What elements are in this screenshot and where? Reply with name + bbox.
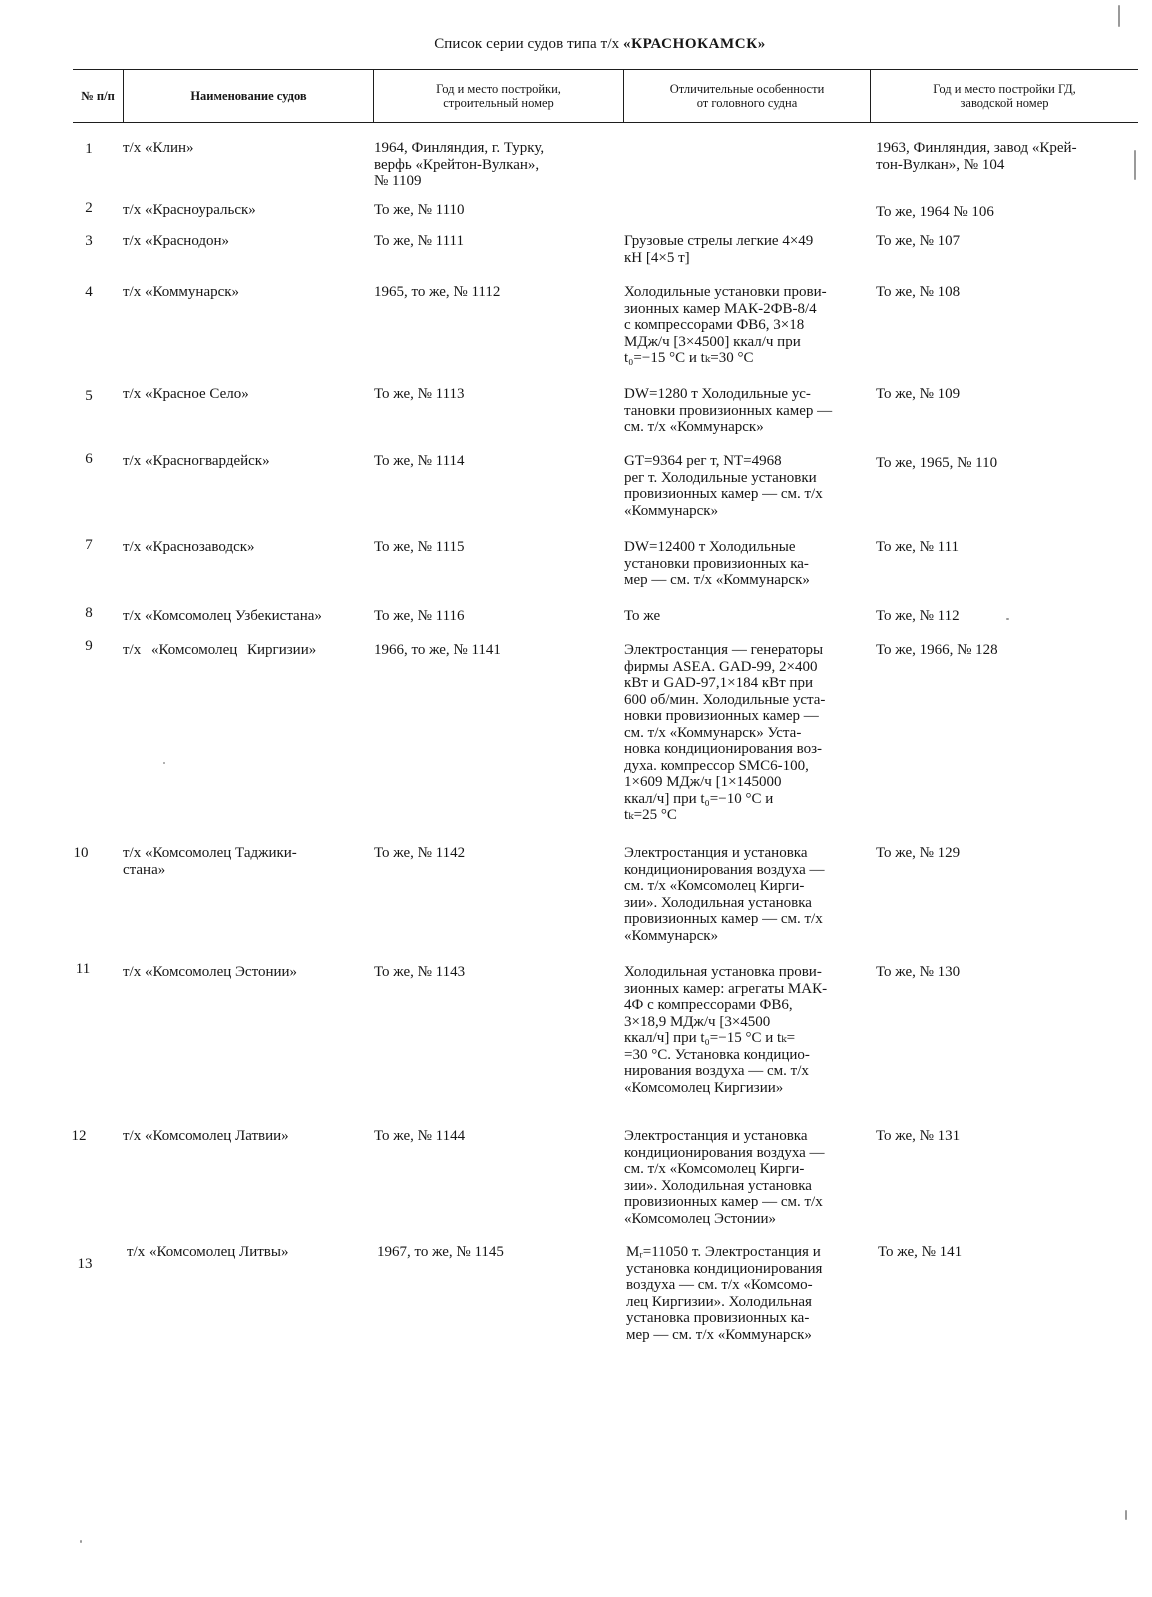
engine-build-info: То же, № 108: [876, 284, 961, 300]
ship-name: т/х «Краснодон»: [123, 233, 230, 249]
build-info: То же, № 1143: [374, 964, 466, 980]
engine-build-info: То же, № 130: [876, 964, 961, 980]
row-number: 6: [85, 451, 93, 467]
ship-name: т/х «Красное Село»: [123, 386, 249, 402]
row-number: 10: [73, 845, 89, 861]
row-number: 12: [71, 1128, 87, 1144]
scan-speck: [80, 1540, 82, 1543]
scan-speck: [1118, 5, 1120, 27]
row-number: 13: [77, 1256, 93, 1272]
engine-build-info: То же, № 141: [878, 1244, 963, 1260]
distinctive-features: Грузовые стрелы легкие 4×49 кН [4×5 т]: [624, 233, 814, 266]
ship-name: т/х «Комсомолец Киргизии»: [123, 642, 317, 658]
scan-speck: [1125, 1510, 1127, 1520]
header-ship-name: Наименование судов: [123, 70, 373, 122]
ship-name: т/х «Краснозаводск»: [123, 539, 255, 555]
row-number: 4: [85, 284, 93, 300]
build-info: То же, № 1144: [374, 1128, 466, 1144]
engine-build-info: То же, № 109: [876, 386, 961, 402]
build-info: 1967, то же, № 1145: [377, 1244, 504, 1260]
table-header: [73, 69, 1138, 123]
engine-build-info: То же, № 131: [876, 1128, 961, 1144]
title-series-name: «КРАСНОКАМСК»: [623, 36, 766, 52]
build-info: То же, № 1142: [374, 845, 466, 861]
build-info: То же, № 1113: [374, 386, 465, 402]
build-info: То же, № 1111: [374, 233, 464, 249]
row-number: 7: [85, 537, 93, 553]
engine-build-info: То же, № 111: [876, 539, 960, 555]
distinctive-features: GT=9364 рег т, NT=4968 рег т. Холодильные установки провизионных камер — см. т/х «Коммунарск»: [624, 453, 823, 519]
scan-speck: [1006, 618, 1009, 620]
build-info: То же, № 1110: [374, 202, 465, 218]
distinctive-features: Электростанция — генераторы фирмы ASEA. GAD-99, 2×400 кВт и GAD-97,1×184 кВт при 600 об/мин. Холодильные уста- новки провизионных камер — см. т/х «Коммунарск» Уста- новка кондиционирования воз- духа. компрессор SMC6-100, 1×609 МДж/ч [1×145000 ккал/ч] при t₀=−10 °C и tₖ=25 °C: [624, 642, 826, 823]
row-number: 8: [85, 605, 93, 621]
build-info: То же, № 1115: [374, 539, 465, 555]
engine-build-info: То же, 1965, № 110: [876, 455, 998, 471]
ship-name: т/х «Красногвардейск»: [123, 453, 270, 469]
distinctive-features: DW=1280 т Холодильные ус- тановки провизионных камер — см. т/х «Коммунарск»: [624, 386, 833, 435]
engine-build-info: То же, № 129: [876, 845, 961, 861]
engine-build-info: То же, № 112: [876, 608, 960, 624]
row-number: 9: [85, 638, 93, 654]
ship-name: т/х «Комсомолец Узбекистана»: [123, 608, 322, 624]
row-number: 11: [75, 961, 91, 977]
distinctive-features: Холодильная установка прови- зионных камер: агрегаты МАК- 4Ф с компрессорами ФВ6, 3×18,9 МДж/ч [3×4500 ккал/ч] при t₀=−15 °C и tₖ= =30 °C. Установка кондицио- нирования воздуха — см. т/х «Комсомолец Киргизии»: [624, 964, 828, 1096]
ship-name: т/х «Комсомолец Таджики- стана»: [123, 845, 297, 878]
row-number: 3: [85, 233, 93, 249]
header-number: № п/п: [81, 89, 115, 103]
distinctive-features: Электростанция и установка кондиционирования воздуха — см. т/х «Комсомолец Кирги- зии». Холодильная установка провизионных камер — см. т/х «Комсомолец Эстонии»: [624, 1128, 825, 1227]
distinctive-features: То же: [624, 608, 661, 624]
engine-build-info: То же, № 107: [876, 233, 961, 249]
ship-name: т/х «Комсомолец Латвии»: [123, 1128, 289, 1144]
engine-build-info: То же, 1964 № 106: [876, 204, 994, 220]
engine-build-info: То же, 1966, № 128: [876, 642, 998, 658]
distinctive-features: Электростанция и установка кондиционирования воздуха — см. т/х «Комсомолец Кирги- зии». Холодильная установка провизионных камер — см. т/х «Коммунарск»: [624, 845, 825, 944]
title-prefix: Список серии судов типа т/х: [434, 36, 620, 52]
scan-speck: [1134, 150, 1136, 180]
engine-build-info: 1963, Финляндия, завод «Крей- тон-Вулкан», № 104: [876, 140, 1077, 173]
header-distinctive-features: Отличительные особенности от головного судна: [623, 70, 870, 122]
scan-speck: [163, 762, 165, 764]
ship-name: т/х «Комсомолец Эстонии»: [123, 964, 298, 980]
document-title: [0, 36, 1152, 53]
header-build-year-place: Год и место постройки, строительный номер: [373, 70, 623, 122]
header-engine-build: Год и место постройки ГД, заводской номер: [870, 70, 1138, 122]
distinctive-features: DW=12400 т Холодильные установки провизионных ка- мер — см. т/х «Коммунарск»: [624, 539, 810, 588]
build-info: То же, № 1114: [374, 453, 465, 469]
ship-name: т/х «Клин»: [123, 140, 194, 156]
row-number: 2: [85, 200, 93, 216]
ship-name: т/х «Коммунарск»: [123, 284, 240, 300]
row-number: 1: [85, 141, 93, 157]
distinctive-features: Холодильные установки прови- зионных камер МАК-2ФВ-8/4 с компрессорами ФВ6, 3×18 МДж/ч [3×4500] ккал/ч при t₀=−15 °C и tₖ=30 °C: [624, 284, 827, 366]
build-info: 1966, то же, № 1141: [374, 642, 501, 658]
build-info: То же, № 1116: [374, 608, 465, 624]
ship-name: т/х «Комсомолец Литвы»: [127, 1244, 289, 1260]
build-info: 1964, Финляндия, г. Турку, верфь «Крейтон-Вулкан», № 1109: [374, 140, 545, 189]
distinctive-features: Mᵣ=11050 т. Электростанция и установка кондиционирования воздуха — см. т/х «Комсомо- лец Киргизии». Холодильная установка провизионных ка- мер — см. т/х «Коммунарск»: [626, 1244, 823, 1343]
build-info: 1965, то же, № 1112: [374, 284, 501, 300]
row-number: 5: [85, 388, 93, 404]
ship-name: т/х «Красноуральск»: [123, 202, 256, 218]
